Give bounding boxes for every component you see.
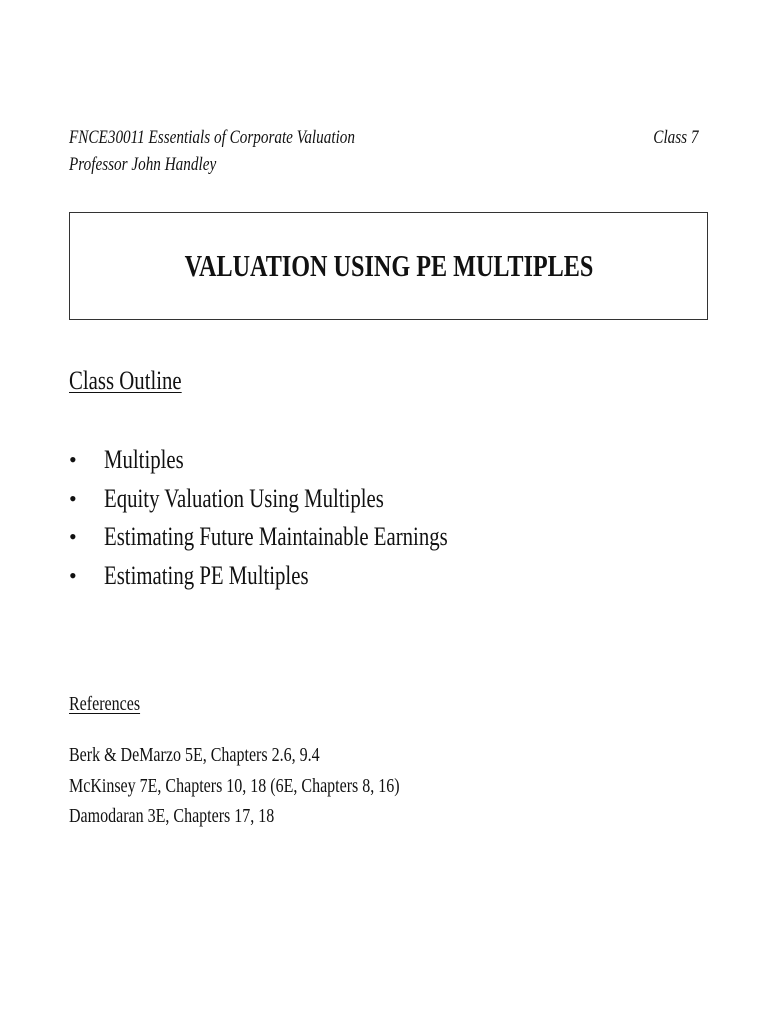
professor-name: Professor John Handley [69, 154, 217, 175]
class-label: Class 7 [652, 127, 698, 148]
bullet-icon: • [69, 447, 77, 472]
outline-item-text: Estimating Future Maintainable Earnings [104, 522, 448, 551]
references-heading-text: References [69, 693, 141, 715]
course-title: FNCE30011 Essentials of Corporate Valuation [69, 127, 355, 148]
outline-item-text: Estimating PE Multiples [104, 560, 309, 590]
reference-item [69, 801, 482, 832]
bullet-icon: • [69, 485, 77, 511]
bullet-icon: • [69, 562, 77, 588]
reference-item [69, 771, 482, 802]
outline-item-text: Equity Valuation Using Multiples [104, 483, 384, 513]
class-outline-heading [69, 364, 210, 398]
title-box [69, 212, 708, 320]
class-outline-heading-text: Class Outline [69, 366, 182, 395]
class-number [642, 124, 699, 151]
references-list [69, 740, 482, 832]
references-heading [69, 690, 158, 718]
reference-text: Damodaran 3E, Chapters 17, 18 [69, 805, 275, 827]
document-title: VALUATION USING PE MULTIPLES [184, 248, 593, 283]
reference-text: McKinsey 7E, Chapters 10, 18 (6E, Chapters 8, 16) [69, 774, 400, 797]
bullet-icon: • [69, 524, 77, 549]
reference-text: Berk & DeMarzo 5E, Chapters 2.6, 9.4 [69, 744, 320, 766]
outline-item-text: Multiples [104, 445, 184, 474]
course-header [69, 124, 427, 178]
reference-item [69, 740, 482, 771]
